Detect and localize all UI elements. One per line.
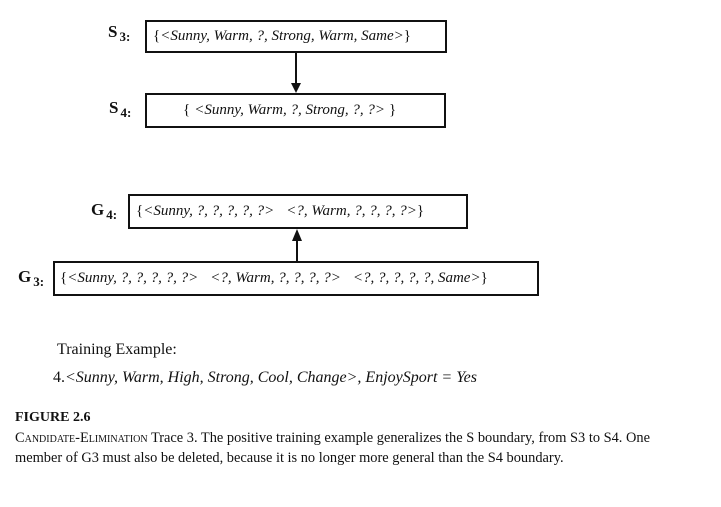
s3-box: [145, 20, 447, 53]
s4-hypothesis: <Sunny, Warm, ?, Strong, ?, ?>: [194, 102, 386, 118]
g3-hypothesis-2: <?, Warm, ?, ?, ?, ?>: [210, 270, 341, 286]
s4-box: [145, 93, 446, 128]
g3-label: [18, 267, 44, 290]
g3-hypothesis-1: <Sunny, ?, ?, ?, ?, ?>: [67, 270, 199, 286]
arrow-down-icon: [289, 53, 303, 93]
g3-label-sub: 3:: [33, 274, 45, 289]
g3-box: [53, 261, 539, 296]
brace-close: }: [416, 203, 425, 219]
figure-caption: [15, 428, 687, 468]
s3-label-letter: S: [108, 22, 118, 41]
s3-label-sub: 3:: [119, 29, 131, 44]
algorithm-name: Candidate-Elimination: [15, 430, 148, 446]
arrow-up-icon: [290, 221, 304, 261]
brace-close: }: [403, 28, 411, 44]
s3-hypothesis: <Sunny, Warm, ?, Strong, Warm, Same>: [160, 28, 404, 44]
caption-text: Trace 3. The positive training example generalizes the S boundary, from S3 to S4. One member of G3 must also be deleted, because it is no longer more general than the S4 boundary.: [15, 430, 650, 466]
g4-hypothesis-2: <?, Warm, ?, ?, ?, ?>: [286, 203, 417, 219]
figure-title: FIGURE 2.6: [15, 410, 91, 425]
brace-close: }: [389, 102, 397, 118]
s3-label: [108, 22, 130, 45]
g4-hypothesis-1: <Sunny, ?, ?, ?, ?, ?>: [143, 203, 275, 219]
training-example: [53, 369, 477, 387]
brace-open: {: [183, 102, 191, 118]
brace-open: {: [60, 270, 68, 286]
s4-label-letter: S: [109, 98, 119, 117]
training-example-text: <Sunny, Warm, High, Strong, Cool, Change>, EnjoySport = Yes: [65, 369, 477, 386]
g3-hypothesis-3: <?, ?, ?, ?, ?, Same>: [352, 270, 481, 286]
g4-label-sub: 4:: [106, 207, 118, 222]
brace-open: {: [136, 203, 144, 219]
s4-label: [109, 98, 131, 121]
g4-label: [91, 200, 117, 223]
brace-close: }: [480, 270, 488, 286]
training-example-number: 4.: [53, 369, 65, 386]
training-example-heading: Training Example:: [57, 341, 177, 358]
s4-label-sub: 4:: [120, 105, 132, 120]
brace-open: {: [153, 28, 161, 44]
g3-label-letter: G: [18, 267, 32, 286]
g4-label-letter: G: [91, 200, 105, 219]
